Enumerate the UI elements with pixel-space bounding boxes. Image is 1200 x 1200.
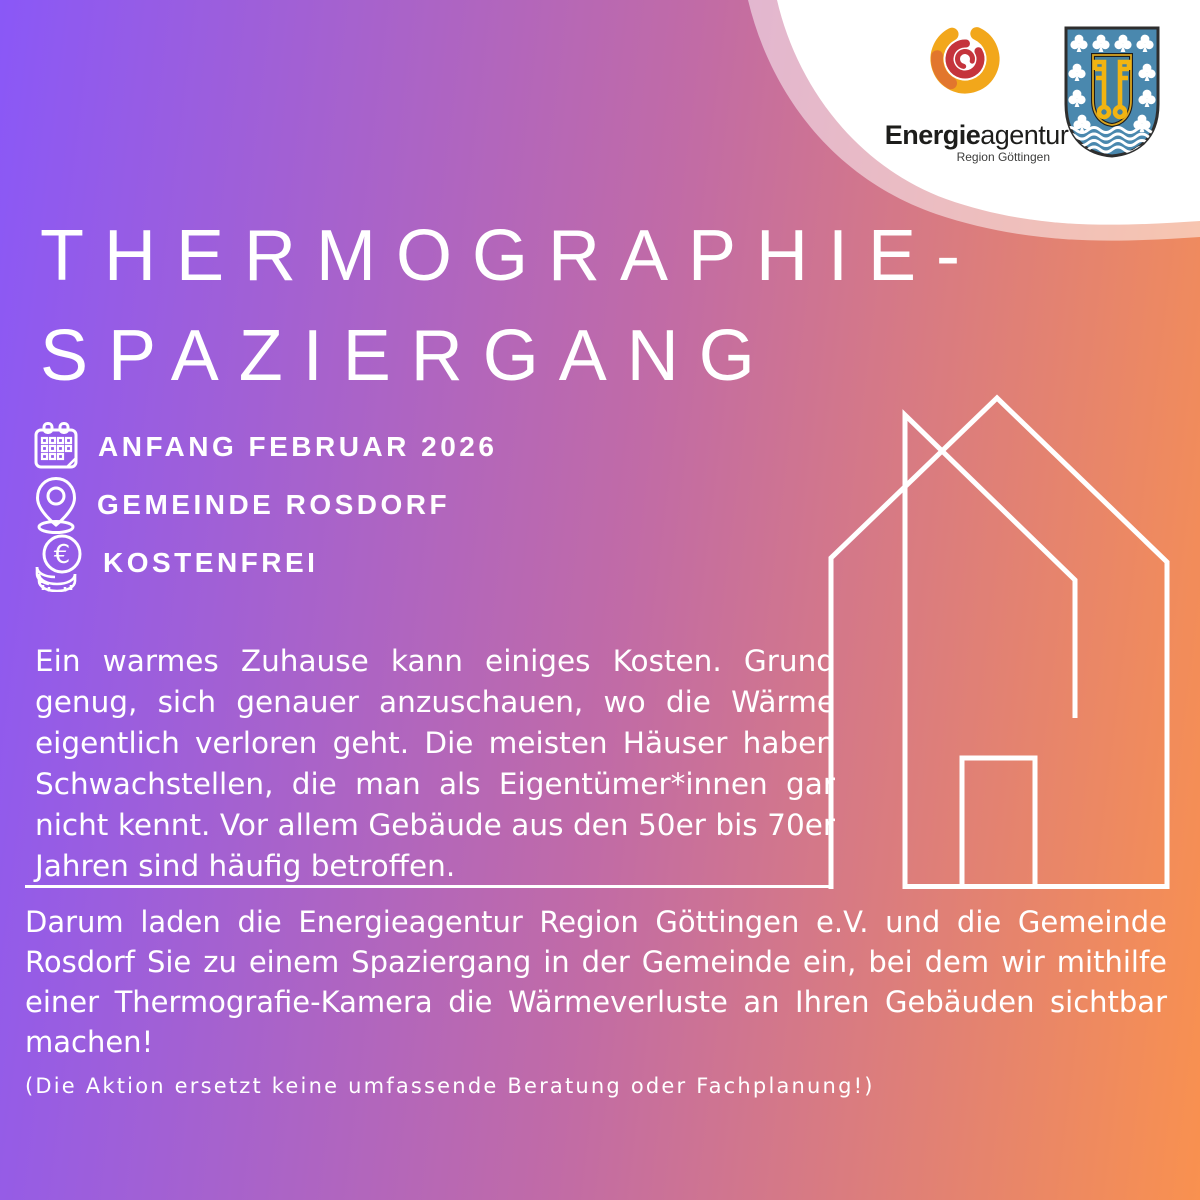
event-cost-label: KOSTENFREI	[103, 547, 319, 578]
intro-paragraph: Ein warmes Zuhause kann einiges Kosten. Grund genug, sich genauer anzuschauen, wo die Wärme eigentlich verloren geht. Die meisten Häuser haben Schwachstellen, die man als Eigentümer*innen gar nicht kennt. Vor allem Gebäude aus den 50er bis 70er Jahren sind häufig betroffen.	[35, 644, 835, 883]
energieagentur-swirl-icon	[924, 18, 1006, 100]
invitation-paragraph: Darum laden die Energieagentur Region Göttingen e.V. und die Gemeinde Rosdorf Sie zu einem Spaziergang in der Gemeinde ein, bei dem wir mithilfe einer Thermografie-Kamera die Wärmeverluste an Ihren Gebäuden sichtbar machen!	[25, 905, 1167, 1059]
page-title	[40, 206, 980, 406]
house-door	[962, 758, 1035, 889]
energieagentur-logo	[884, 18, 1069, 163]
energieagentur-wordmark	[884, 120, 1069, 151]
energieagentur-tagline: Region Göttingen	[956, 150, 1050, 164]
energieagentur-wordmark-light: agentur	[980, 120, 1069, 150]
event-date-row	[33, 418, 497, 476]
house-line-art	[818, 388, 1182, 894]
disclaimer-note: (Die Aktion ersetzt keine umfassende Beratung oder Fachplanung!)	[25, 1074, 875, 1098]
page-title-line1: THERMOGRAPHIE-	[40, 216, 981, 296]
calendar-icon	[33, 422, 80, 472]
divider-line	[25, 885, 833, 888]
svg-text:€: €	[53, 540, 71, 570]
rosdorf-coat-of-arms	[1062, 24, 1162, 160]
event-location-row	[33, 476, 450, 534]
location-pin-icon	[33, 476, 79, 534]
event-date-label: ANFANG FEBRUAR 2026	[98, 431, 498, 462]
event-location-label: GEMEINDE ROSDORF	[97, 489, 451, 520]
event-cost-row	[33, 534, 318, 592]
house-outline	[831, 398, 1167, 889]
house-inner-roof	[905, 415, 1075, 889]
energieagentur-wordmark-bold: Energie	[884, 120, 981, 150]
euro-coins-icon	[33, 534, 85, 592]
page-title-line2: SPAZIERGANG	[40, 316, 775, 396]
